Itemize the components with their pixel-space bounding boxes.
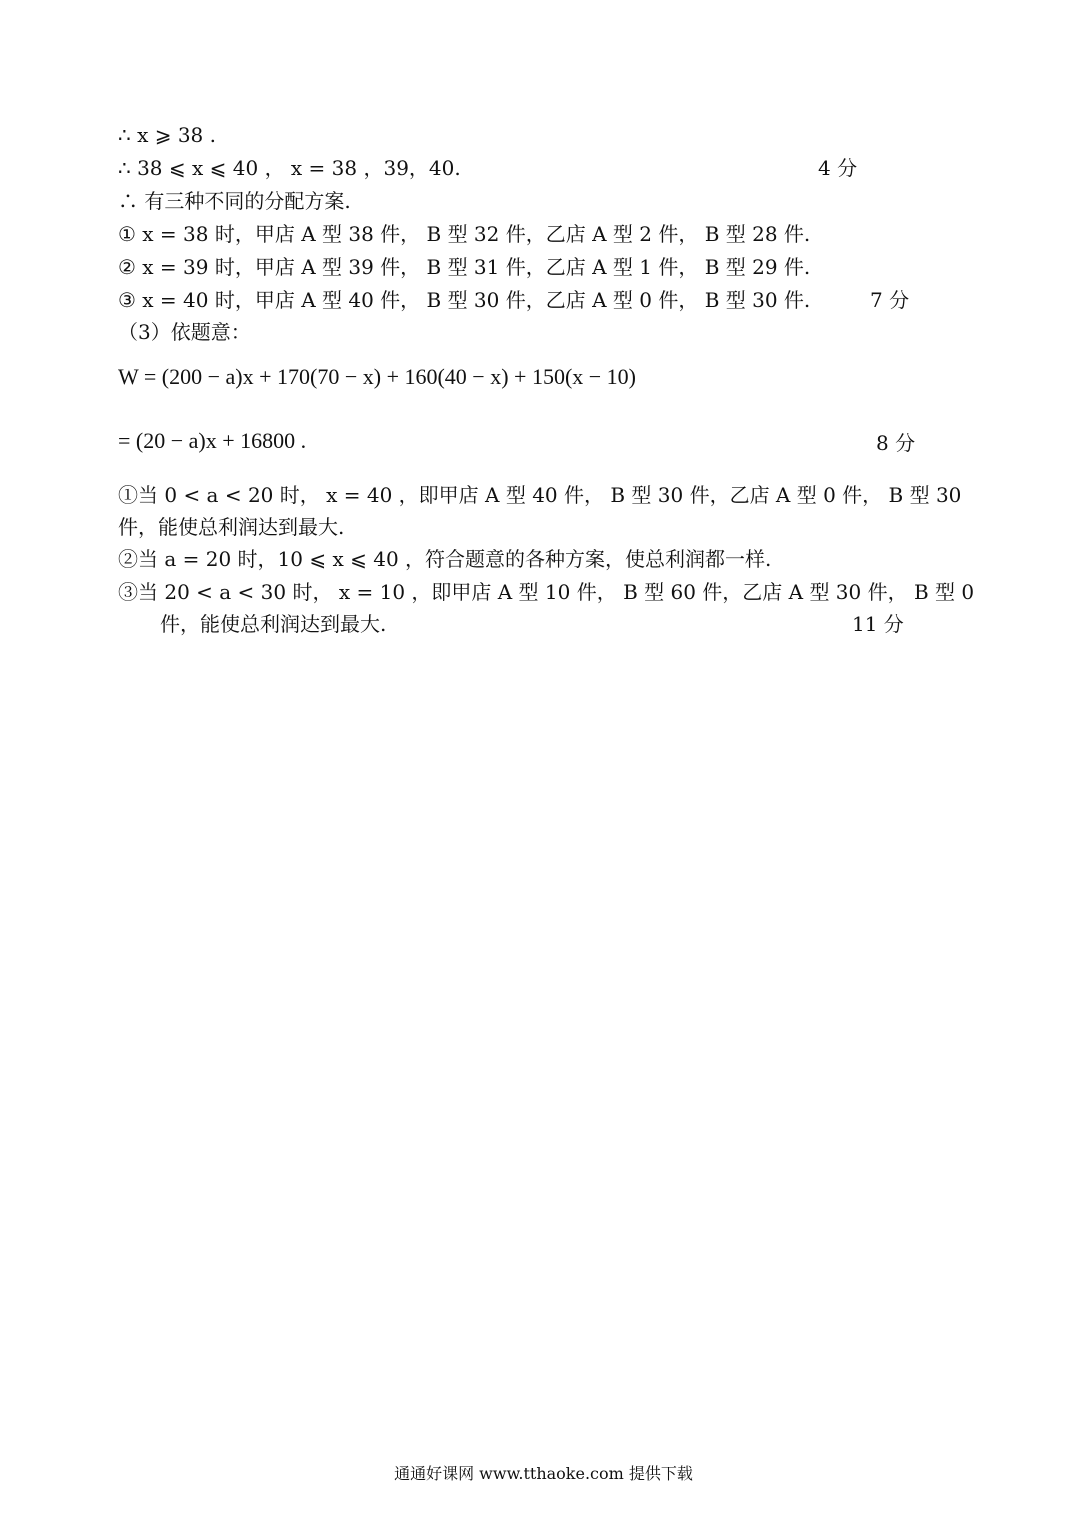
line-case-1: ①当 0 < a < 20 时， x = 40 ，即甲店 A 型 40 件， B 型 30 件，乙店 A 型 0 件， B 型 30 xyxy=(118,483,962,507)
line-three-plans: ∴ 有三种不同的分配方案. xyxy=(118,189,351,213)
line-plan-3: ③ x = 40 时，甲店 A 型 40 件， B 型 30 件，乙店 A 型 0 件， B 型 30 件. xyxy=(118,288,811,312)
line-case-2: ②当 a = 20 时，10 ⩽ x ⩽ 40 ，符合题意的各种方案，使总利润都一样. xyxy=(118,547,772,571)
line-case-3-cont: 件，能使总利润达到最大. xyxy=(160,612,387,636)
line-plan-2: ② x = 39 时，甲店 A 型 39 件， B 型 31 件，乙店 A 型 1 件， B 型 29 件. xyxy=(118,255,811,279)
score-8: 8 分 xyxy=(876,431,916,455)
score-11: 11 分 xyxy=(852,612,904,636)
line-case-3: ③当 20 < a < 30 时， x = 10 ，即甲店 A 型 10 件， B 型 60 件，乙店 A 型 30 件， B 型 0 xyxy=(118,580,975,604)
line-plan-1: ① x = 38 时，甲店 A 型 38 件， B 型 32 件，乙店 A 型 2 件， B 型 28 件. xyxy=(118,222,811,246)
formula-w: W = (200 − a)x + 170(70 − x) + 160(40 − x) + 150(x − 10) xyxy=(118,364,636,389)
score-7: 7 分 xyxy=(870,288,910,312)
formula-w-simplified: = (20 − a)x + 16800 . xyxy=(118,428,307,453)
footer-source: 通通好课网 www.tthaoke.com 提供下载 xyxy=(394,1464,693,1483)
line-part-3-heading: （3）依题意： xyxy=(118,320,251,344)
line-x-ge-38: ∴ x ⩾ 38 . xyxy=(118,123,216,147)
line-x-range: ∴ 38 ⩽ x ⩽ 40 ， x = 38 ，39，40. xyxy=(118,156,461,180)
line-case-1-cont: 件，能使总利润达到最大. xyxy=(118,515,345,539)
score-4: 4 分 xyxy=(818,156,858,180)
